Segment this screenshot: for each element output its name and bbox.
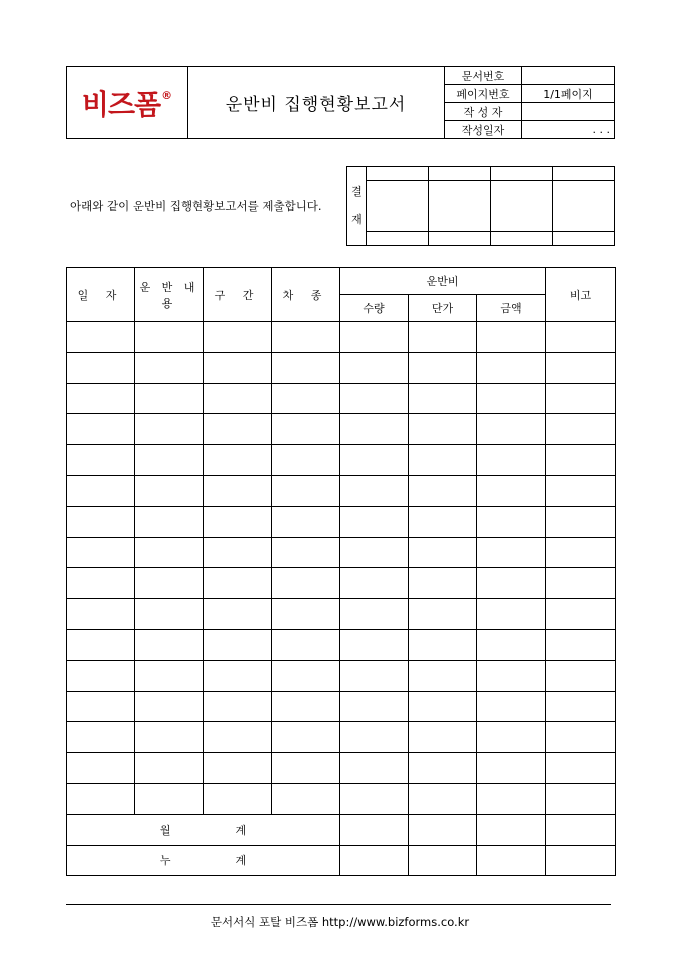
note-cell[interactable] — [546, 506, 616, 537]
table-row — [67, 445, 616, 476]
unit-price-cell[interactable] — [409, 568, 477, 599]
monthly-qty-cell[interactable] — [340, 814, 409, 845]
amount-cell[interactable] — [477, 445, 546, 476]
freight-table — [66, 267, 616, 876]
author-value[interactable] — [522, 103, 615, 121]
amount-cell[interactable] — [477, 352, 546, 383]
page-number-value: 1/1페이지 — [522, 85, 615, 103]
col-header-note: 비고 — [546, 268, 616, 322]
unit-price-cell[interactable] — [409, 691, 477, 722]
document-header — [66, 66, 615, 139]
approval-title-cell[interactable] — [491, 167, 553, 181]
date-cell[interactable] — [67, 691, 135, 722]
amount-cell[interactable] — [477, 414, 546, 445]
qty-cell[interactable] — [340, 753, 409, 784]
monthly-label-b: 계 — [235, 823, 247, 837]
cumulative-qty-cell[interactable] — [340, 845, 409, 876]
approval-title-cell[interactable] — [367, 167, 429, 181]
cumulative-note-cell[interactable] — [546, 845, 616, 876]
section-cell[interactable] — [204, 445, 272, 476]
qty-cell[interactable] — [340, 629, 409, 660]
unit-price-cell[interactable] — [409, 629, 477, 660]
monthly-amount-cell[interactable] — [477, 814, 546, 845]
content-cell[interactable] — [135, 691, 204, 722]
approval-title-cell[interactable] — [429, 167, 491, 181]
note-cell[interactable] — [546, 783, 616, 814]
note-cell[interactable] — [546, 599, 616, 630]
unit-price-cell[interactable] — [409, 383, 477, 414]
note-cell[interactable] — [546, 660, 616, 691]
section-cell[interactable] — [204, 568, 272, 599]
date-cell[interactable] — [67, 722, 135, 753]
date-cell[interactable] — [67, 475, 135, 506]
note-cell[interactable] — [546, 322, 616, 353]
date-cell[interactable] — [67, 753, 135, 784]
approval-date-cell[interactable] — [491, 232, 553, 246]
unit-price-cell[interactable] — [409, 322, 477, 353]
page-number-label: 페이지번호 — [445, 85, 522, 103]
date-label: 작성일자 — [445, 121, 522, 139]
vehicle-cell[interactable] — [272, 783, 340, 814]
qty-cell[interactable] — [340, 660, 409, 691]
section-cell[interactable] — [204, 722, 272, 753]
section-cell[interactable] — [204, 383, 272, 414]
unit-price-cell[interactable] — [409, 414, 477, 445]
section-cell[interactable] — [204, 506, 272, 537]
note-cell[interactable] — [546, 414, 616, 445]
section-cell[interactable] — [204, 783, 272, 814]
vehicle-cell[interactable] — [272, 599, 340, 630]
section-cell[interactable] — [204, 352, 272, 383]
amount-cell[interactable] — [477, 322, 546, 353]
section-cell[interactable] — [204, 629, 272, 660]
section-cell[interactable] — [204, 537, 272, 568]
author-label: 작 성 자 — [445, 103, 522, 121]
date-cell[interactable] — [67, 445, 135, 476]
section-cell[interactable] — [204, 475, 272, 506]
table-row — [67, 599, 616, 630]
amount-cell[interactable] — [477, 537, 546, 568]
content-cell[interactable] — [135, 660, 204, 691]
vehicle-cell[interactable] — [272, 322, 340, 353]
unit-price-cell[interactable] — [409, 537, 477, 568]
unit-price-cell[interactable] — [409, 475, 477, 506]
section-cell[interactable] — [204, 322, 272, 353]
vehicle-cell[interactable] — [272, 383, 340, 414]
table-row — [67, 629, 616, 660]
content-cell[interactable] — [135, 475, 204, 506]
bizforms-logo — [67, 83, 187, 123]
table-row — [67, 475, 616, 506]
monthly-label-a: 월 — [159, 823, 171, 837]
logo-text: 비즈폼 — [81, 87, 161, 121]
qty-cell[interactable] — [340, 475, 409, 506]
section-cell[interactable] — [204, 660, 272, 691]
approval-box — [346, 166, 615, 246]
unit-price-cell[interactable] — [409, 783, 477, 814]
qty-cell[interactable] — [340, 352, 409, 383]
col-header-section: 구 간 — [204, 268, 272, 322]
registered-mark: ® — [161, 88, 173, 102]
note-cell[interactable] — [546, 629, 616, 660]
qty-cell[interactable] — [340, 445, 409, 476]
section-cell[interactable] — [204, 691, 272, 722]
note-cell[interactable] — [546, 568, 616, 599]
footer-divider — [66, 904, 611, 905]
document-title: 운반비 집행현황보고서 — [188, 67, 445, 139]
qty-cell[interactable] — [340, 383, 409, 414]
cumulative-label-a: 누 — [159, 854, 171, 868]
unit-price-cell[interactable] — [409, 753, 477, 784]
content-cell[interactable] — [135, 445, 204, 476]
table-row — [67, 568, 616, 599]
content-cell[interactable] — [135, 352, 204, 383]
unit-price-cell[interactable] — [409, 722, 477, 753]
vehicle-cell[interactable] — [272, 506, 340, 537]
table-row — [67, 537, 616, 568]
content-cell[interactable] — [135, 753, 204, 784]
vehicle-cell[interactable] — [272, 352, 340, 383]
vehicle-cell[interactable] — [272, 722, 340, 753]
amount-cell[interactable] — [477, 691, 546, 722]
doc-number-value[interactable] — [522, 67, 615, 85]
col-header-amount: 금액 — [477, 295, 546, 322]
table-row — [67, 783, 616, 814]
cumulative-amount-cell[interactable] — [477, 845, 546, 876]
col-header-date: 일 자 — [67, 268, 135, 322]
content-cell[interactable] — [135, 537, 204, 568]
table-row — [67, 383, 616, 414]
monthly-note-cell[interactable] — [546, 814, 616, 845]
unit-price-cell[interactable] — [409, 660, 477, 691]
monthly-total-label — [67, 814, 340, 845]
vehicle-cell[interactable] — [272, 537, 340, 568]
qty-cell[interactable] — [340, 414, 409, 445]
vehicle-cell[interactable] — [272, 475, 340, 506]
approval-date-cell[interactable] — [367, 232, 429, 246]
amount-cell[interactable] — [477, 660, 546, 691]
approval-title-cell[interactable] — [553, 167, 615, 181]
table-row — [67, 691, 616, 722]
content-cell[interactable] — [135, 629, 204, 660]
content-cell[interactable] — [135, 506, 204, 537]
approval-sign-cell[interactable] — [429, 180, 491, 232]
note-cell[interactable] — [546, 753, 616, 784]
amount-cell[interactable] — [477, 568, 546, 599]
content-cell[interactable] — [135, 568, 204, 599]
approval-label-1: 결 — [351, 185, 362, 198]
amount-cell[interactable] — [477, 475, 546, 506]
monthly-unit-price-cell[interactable] — [409, 814, 477, 845]
submission-statement: 아래와 같이 운반비 집행현황보고서를 제출합니다. — [70, 199, 322, 213]
amount-cell[interactable] — [477, 783, 546, 814]
col-header-vehicle: 차 종 — [272, 268, 340, 322]
table-row — [67, 414, 616, 445]
col-header-content: 운 반 내 용 — [135, 268, 204, 322]
note-cell[interactable] — [546, 475, 616, 506]
vehicle-cell[interactable] — [272, 414, 340, 445]
date-value[interactable]: . . . — [522, 121, 615, 139]
qty-cell[interactable] — [340, 568, 409, 599]
vehicle-cell[interactable] — [272, 691, 340, 722]
qty-cell[interactable] — [340, 322, 409, 353]
section-cell[interactable] — [204, 753, 272, 784]
note-cell[interactable] — [546, 691, 616, 722]
amount-cell[interactable] — [477, 722, 546, 753]
cumulative-total-label — [67, 845, 340, 876]
footer-text: 문서서식 포탈 비즈폼 http://www.bizforms.co.kr — [210, 915, 470, 929]
section-cell[interactable] — [204, 599, 272, 630]
content-cell[interactable] — [135, 783, 204, 814]
qty-cell[interactable] — [340, 506, 409, 537]
approval-side-label — [347, 167, 367, 246]
amount-cell[interactable] — [477, 629, 546, 660]
unit-price-cell[interactable] — [409, 352, 477, 383]
qty-cell[interactable] — [340, 537, 409, 568]
amount-cell[interactable] — [477, 753, 546, 784]
date-cell[interactable] — [67, 352, 135, 383]
date-cell[interactable] — [67, 568, 135, 599]
table-row — [67, 506, 616, 537]
content-cell[interactable] — [135, 599, 204, 630]
content-cell[interactable] — [135, 722, 204, 753]
date-cell[interactable] — [67, 506, 135, 537]
note-cell[interactable] — [546, 383, 616, 414]
note-cell[interactable] — [546, 537, 616, 568]
table-row — [67, 722, 616, 753]
cumulative-unit-price-cell[interactable] — [409, 845, 477, 876]
amount-cell[interactable] — [477, 506, 546, 537]
approval-label-2: 재 — [351, 213, 362, 226]
note-cell[interactable] — [546, 352, 616, 383]
approval-date-cell[interactable] — [429, 232, 491, 246]
summary-row-cumulative — [67, 845, 616, 876]
table-row — [67, 660, 616, 691]
vehicle-cell[interactable] — [272, 568, 340, 599]
col-header-freight: 운반비 — [340, 268, 546, 295]
date-cell[interactable] — [67, 322, 135, 353]
content-cell[interactable] — [135, 322, 204, 353]
unit-price-cell[interactable] — [409, 506, 477, 537]
vehicle-cell[interactable] — [272, 753, 340, 784]
table-row — [67, 352, 616, 383]
approval-date-cell[interactable] — [553, 232, 615, 246]
approval-sign-cell[interactable] — [367, 180, 429, 232]
note-cell[interactable] — [546, 722, 616, 753]
doc-number-label: 문서번호 — [445, 67, 522, 85]
date-cell[interactable] — [67, 414, 135, 445]
qty-cell[interactable] — [340, 783, 409, 814]
qty-cell[interactable] — [340, 722, 409, 753]
date-cell[interactable] — [67, 537, 135, 568]
table-row — [67, 753, 616, 784]
logo-cell — [67, 67, 188, 139]
date-cell[interactable] — [67, 660, 135, 691]
amount-cell[interactable] — [477, 383, 546, 414]
table-row — [67, 322, 616, 353]
approval-sign-cell[interactable] — [553, 180, 615, 232]
date-cell[interactable] — [67, 383, 135, 414]
vehicle-cell[interactable] — [272, 660, 340, 691]
cumulative-label-b: 계 — [235, 854, 247, 868]
qty-cell[interactable] — [340, 599, 409, 630]
col-header-unit-price: 단가 — [409, 295, 477, 322]
col-header-qty: 수량 — [340, 295, 409, 322]
summary-row-monthly — [67, 814, 616, 845]
unit-price-cell[interactable] — [409, 599, 477, 630]
date-cell[interactable] — [67, 629, 135, 660]
qty-cell[interactable] — [340, 691, 409, 722]
approval-sign-cell[interactable] — [491, 180, 553, 232]
note-cell[interactable] — [546, 445, 616, 476]
vehicle-cell[interactable] — [272, 629, 340, 660]
unit-price-cell[interactable] — [409, 445, 477, 476]
content-cell[interactable] — [135, 414, 204, 445]
vehicle-cell[interactable] — [272, 445, 340, 476]
date-cell[interactable] — [67, 783, 135, 814]
content-cell[interactable] — [135, 383, 204, 414]
date-cell[interactable] — [67, 599, 135, 630]
section-cell[interactable] — [204, 414, 272, 445]
amount-cell[interactable] — [477, 599, 546, 630]
